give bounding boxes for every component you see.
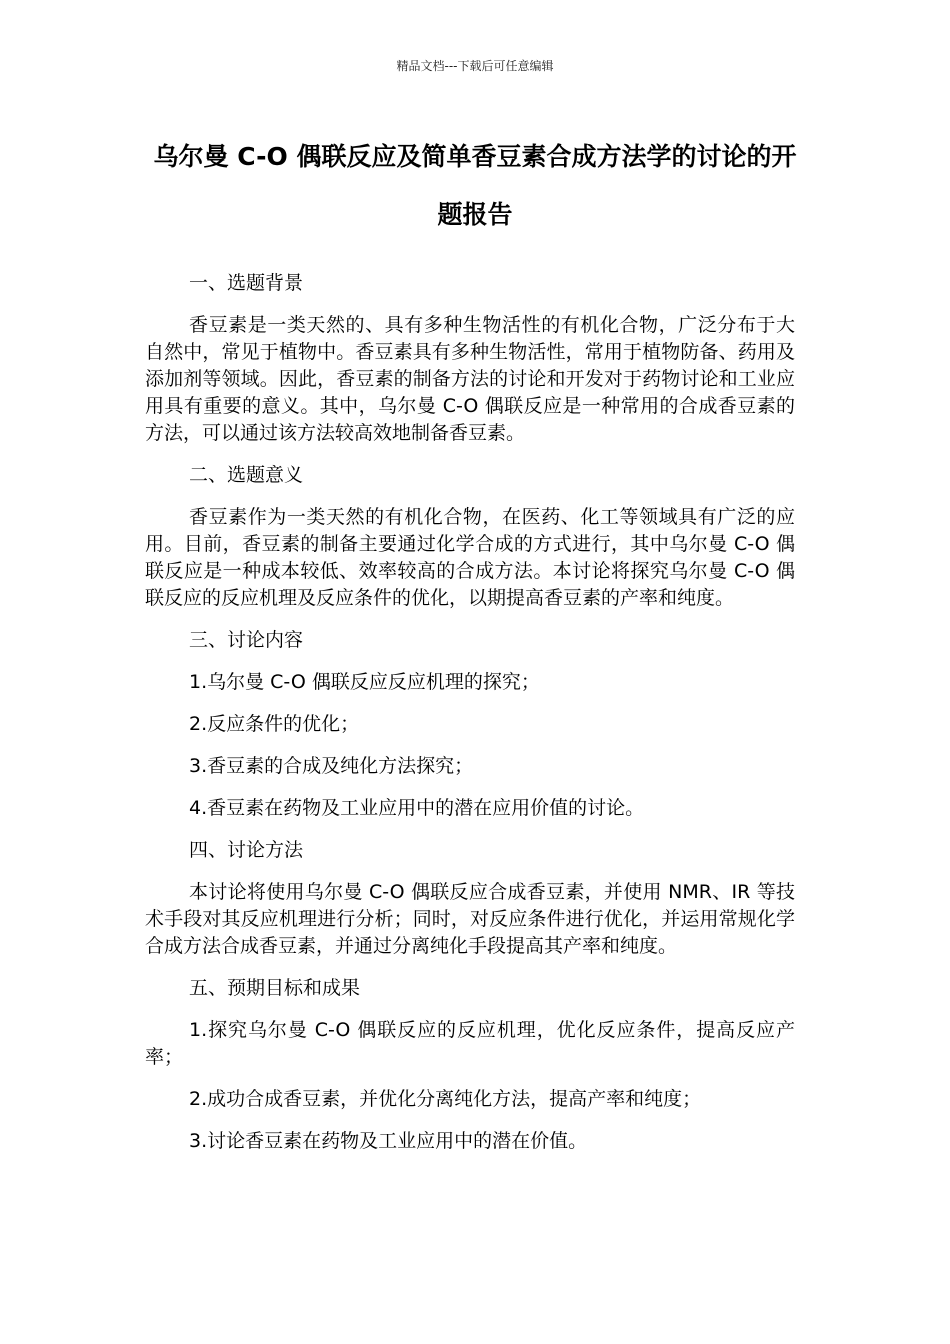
list-item: 3.香豆素的合成及纯化方法探究； (189, 755, 474, 777)
document-title: 乌尔曼 C-O 偶联反应及简单香豆素合成方法学的讨论的开题报告 (153, 142, 797, 229)
list-item: 1.探究乌尔曼 C-O 偶联反应的反应机理，优化反应条件，提高反应产率； (145, 1019, 795, 1068)
section-paragraph-methods: 本讨论将使用乌尔曼 C-O 偶联反应合成香豆素，并使用 NMR、IR 等技术手段对其反应机理进行分析；同时，对反应条件进行优化，并运用常规化学合成方法合成香豆素，并通过分离纯化手段提高其产率和纯度。 (145, 881, 795, 957)
list-item: 4.香豆素在药物及工业应用中的潜在应用价值的讨论。 (189, 797, 645, 819)
section-heading-goals: 五、预期目标和成果 (189, 977, 361, 999)
list-item: 2.成功合成香豆素，并优化分离纯化方法，提高产率和纯度； (189, 1088, 702, 1110)
list-item: 3.讨论香豆素在药物及工业应用中的潜在价值。 (189, 1130, 588, 1152)
section-paragraph-significance: 香豆素作为一类天然的有机化合物，在医药、化工等领域具有广泛的应用。目前，香豆素的制备主要通过化学合成的方式进行，其中乌尔曼 C-O 偶联反应是一种成本较低、效率较高的合成方法。本讨论将探究乌尔曼 C-O 偶联反应的反应机理及反应条件的优化，以期提高香豆素的产率和纯度。 (145, 506, 795, 609)
document-body (145, 270, 795, 1170)
page-header: 精品文档---下载后可任意编辑 (396, 59, 554, 73)
section-heading-content: 三、讨论内容 (189, 629, 304, 651)
section-heading-methods: 四、讨论方法 (189, 839, 304, 861)
list-item: 1.乌尔曼 C-O 偶联反应反应机理的探究； (189, 671, 540, 693)
section-heading-background: 一、选题背景 (189, 272, 304, 294)
list-item: 2.反应条件的优化； (189, 713, 360, 735)
section-paragraph-background: 香豆素是一类天然的、具有多种生物活性的有机化合物，广泛分布于大自然中，常见于植物中。香豆素具有多种生物活性，常用于植物防备、药用及添加剂等领域。因此，香豆素的制备方法的讨论和开发对于药物讨论和工业应用具有重要的意义。其中，乌尔曼 C-O 偶联反应是一种常用的合成香豆素的方法，可以通过该方法较高效地制备香豆素。 (145, 314, 795, 444)
section-heading-significance: 二、选题意义 (189, 464, 304, 486)
